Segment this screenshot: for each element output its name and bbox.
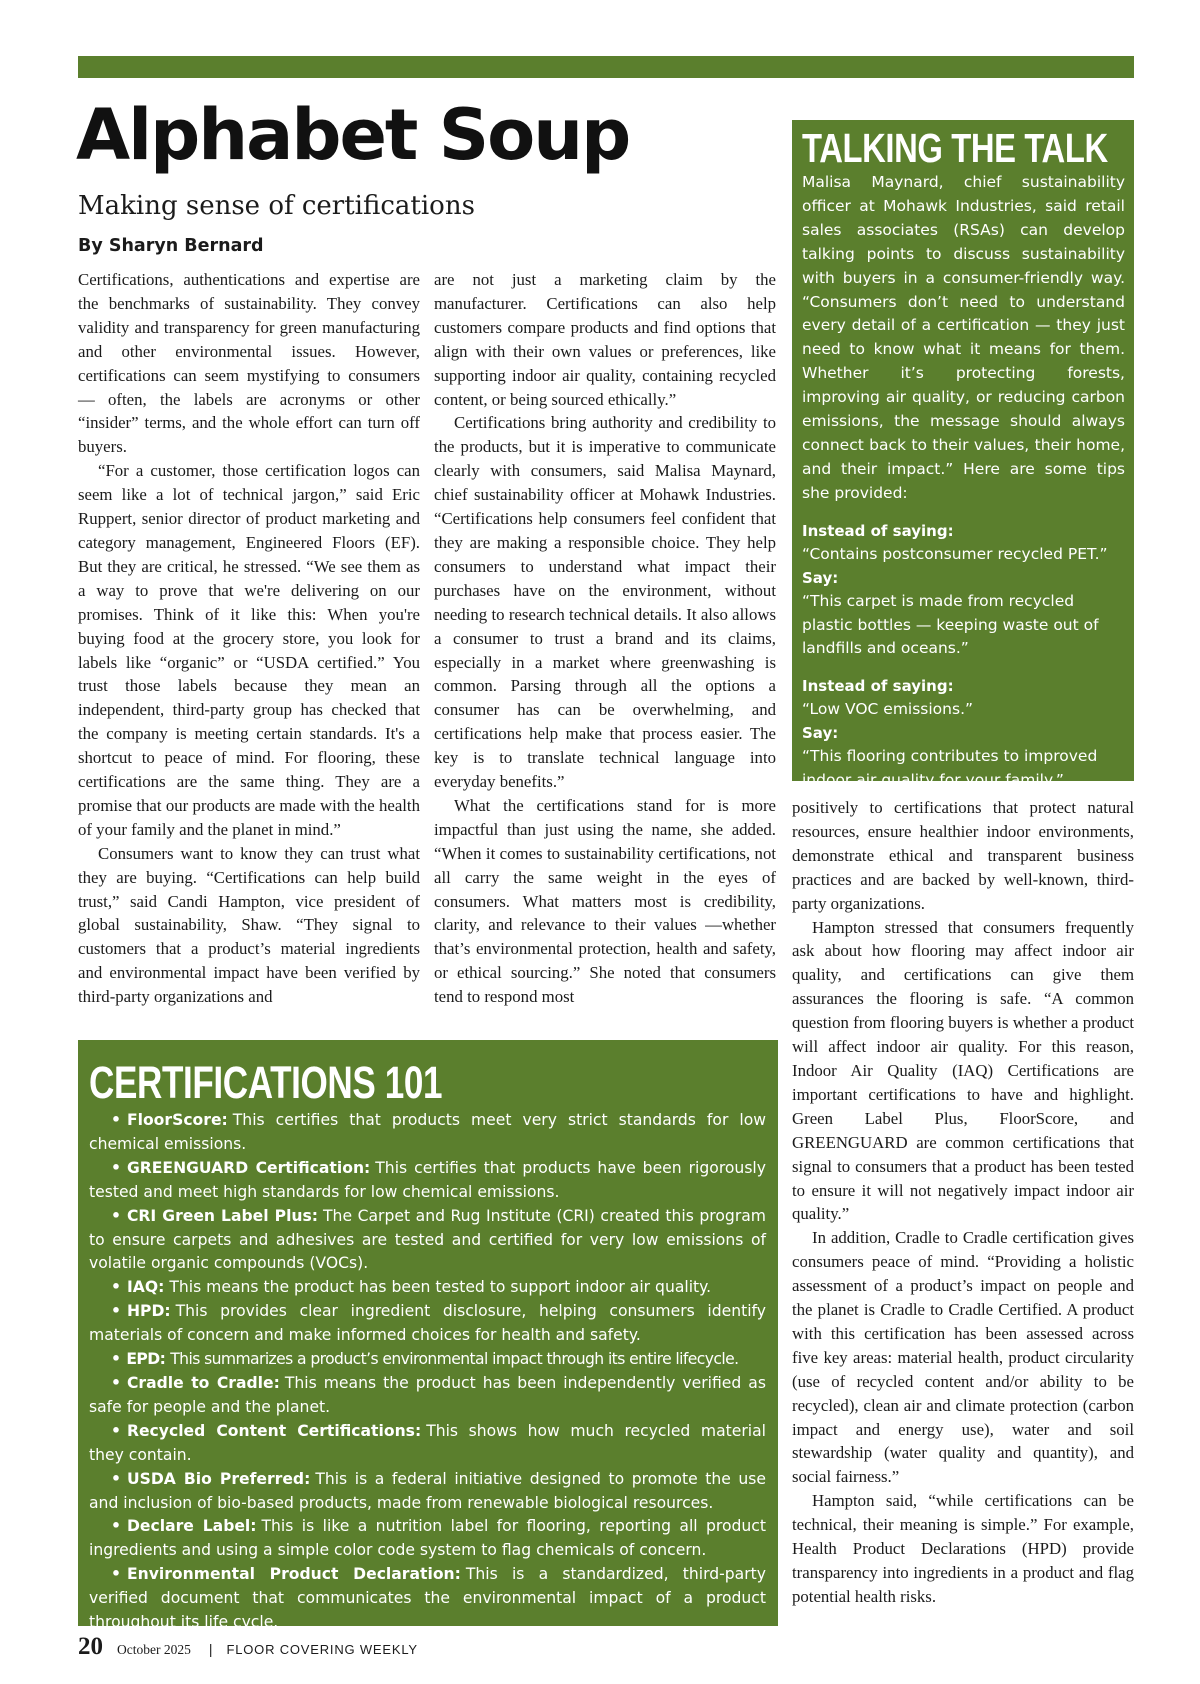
article-subtitle: Making sense of certifications xyxy=(78,191,475,221)
article-column-2 xyxy=(434,268,776,1009)
bullet-icon: • xyxy=(111,1206,121,1225)
certification-item xyxy=(89,1157,766,1205)
bullet-icon: • xyxy=(111,1158,121,1177)
certification-description: This certifies that products have been rigorously tested and meet high standards for low chemical emissions. xyxy=(89,1158,766,1201)
certification-term: Cradle to Cradle: xyxy=(126,1373,280,1392)
certification-description: This provides clear ingredient disclosure, helping consumers identify materials of concern and make informed choices for health and safety. xyxy=(89,1302,766,1345)
paragraph: Consumers want to know they can trust what they are buying. “Certifications can help build trust,” said Candi Hampton, vice president of global sustainability, Shaw. “They signal to customers that a product’s material ingredients and environmental impact have been verified by third-party organizations and xyxy=(78,843,420,1007)
certification-term: CRI Green Label Plus: xyxy=(126,1206,319,1225)
paragraph: What the certifications stand for is more impactful than just using the name, she added. “When it comes to sustainability certifications, not all carry the same weight in the eyes of consumers. What matters most is credibility, clarity, and relevance to their values —whether that’s environmental protection, health and safety, or ethical sourcing.” She noted that consumers tend to respond most xyxy=(434,795,776,1007)
certification-item xyxy=(89,1109,766,1157)
tip-say-label: Say: xyxy=(802,568,839,587)
publication-name: FLOOR COVERING WEEKLY xyxy=(226,1642,418,1657)
certification-term: IAQ: xyxy=(126,1278,165,1297)
bullet-icon: • xyxy=(111,1111,121,1129)
paragraph: Certifications bring authority and credibility to the products, but it is imperative to communicate clearly with consumers, said Malisa Maynard, chief sustainability officer at Mohawk Industries. “Certifications help consumers feel confident that they are making a responsible choice. They help consumers to understand what impact their purchases have on the environment, without needing to research technical details. It also allows a consumer to trust a brand and its claims, especially in a market where greenwashing is common. Parsing through all the options a consumer has can be overwhelming, and certifications help make that process easier. The key is to translate technical language into everyday benefits.” xyxy=(434,413,776,792)
header-accent-bar xyxy=(78,56,1134,78)
certification-term: FloorScore: xyxy=(126,1111,228,1129)
bullet-icon: • xyxy=(111,1517,121,1536)
tip xyxy=(802,675,1125,793)
page-footer xyxy=(78,1633,418,1661)
certification-item xyxy=(89,1468,766,1516)
tip-instead-label: Instead of saying: xyxy=(802,676,954,695)
tip-say-label: Say: xyxy=(802,723,839,742)
certification-list xyxy=(89,1109,766,1635)
certification-item xyxy=(89,1348,766,1372)
talking-the-talk-sidebar xyxy=(792,120,1134,789)
certification-description: The Carpet and Rug Institute (CRI) created this program to ensure carpets and adhesives are tested and certified for very low emissions of volatile organic compounds (VOCs). xyxy=(89,1206,766,1273)
bullet-icon: • xyxy=(111,1302,121,1321)
paragraph: Hampton stressed that consumers frequently ask about how flooring may affect indoor air quality, and certifications can give them assurances the flooring is safe. “A common question from flooring buyers is whether a product will affect indoor air quality. For this reason, Indoor Air Quality (IAQ) Certifications are important certifications to have and highlight. Green Label Plus, FloorScore, and GREENGUARD are common certifications that signal to consumers that a product has been tested to ensure it will not negatively impact indoor air quality.” xyxy=(792,917,1134,1224)
certification-description: This summarizes a product’s environmental impact through its entire lifecycle. xyxy=(170,1350,739,1369)
paragraph: positively to certifications that protect natural resources, ensure healthier indoor environments, demonstrate ethical and transparent business practices and are backed by well-known, third-party organizations. xyxy=(792,798,1134,913)
certification-term: Recycled Content Certifications: xyxy=(126,1421,422,1440)
tip-say-text: “This carpet is made from recycled plastic bottles — keeping waste out of landfills and oceans.” xyxy=(802,592,1099,658)
bullet-icon: • xyxy=(111,1350,121,1369)
tip-instead-label: Instead of saying: xyxy=(802,521,954,540)
certification-term: USDA Bio Preferred: xyxy=(126,1469,311,1488)
certification-term: EPD: xyxy=(126,1350,166,1369)
footer-separator: | xyxy=(208,1641,213,1657)
tip-instead-text: “Contains postconsumer recycled PET.” xyxy=(802,545,1108,564)
article-column-1 xyxy=(78,268,420,1009)
certification-description: This means the product has been independently verified as safe for people and the planet. xyxy=(89,1373,766,1416)
article-column-3 xyxy=(792,796,1134,1609)
article-title: Alphabet Soup xyxy=(76,94,630,176)
paragraph: In addition, Cradle to Cradle certification gives consumers peace of mind. “Providing a holistic assessment of a product’s impact on people and the planet is Cradle to Cradle Certified. A product with this certification has been assessed across five key areas: material health, product circularity (use of recycled content and/or ability to be recycled), clean air and climate protection (carbon impact and energy use), water and soil stewardship (water quality and quantity), and social fairness.” xyxy=(792,1228,1134,1487)
certification-term: HPD: xyxy=(126,1302,171,1321)
certification-term: GREENGUARD Certification: xyxy=(126,1158,371,1177)
bullet-icon: • xyxy=(111,1565,121,1584)
certification-description: This is a standardized, third-party verified document that communicates the environmental impact of a product throughout its life cycle. xyxy=(89,1565,766,1632)
paragraph: Hampton said, “while certifications can be technical, their meaning is simple.” For example, Health Product Declarations (HPD) provide transparency into ingredients in a product and flag potential health risks. xyxy=(792,1491,1134,1606)
sidebar-title: TALKING THE TALK xyxy=(802,125,1108,171)
bullet-icon: • xyxy=(111,1421,121,1440)
bullet-icon: • xyxy=(111,1278,121,1297)
certification-item xyxy=(89,1420,766,1468)
sidebar-intro: Malisa Maynard, chief sustainability officer at Mohawk Industries, said retail sales associates (RSAs) can develop talking points to discuss sustainability with buyers in a consumer-friendly way. “Consumers don’t need to understand every detail of a certification — they just need to know what it means for them. Whether it’s protecting forests, improving air quality, or reducing carbon emissions, the message should always connect back to their values, their home, and their impact.” Here are some tips she provided: xyxy=(802,173,1125,502)
sidebar-title: CERTIFICATIONS 101 xyxy=(89,1057,443,1108)
certification-item xyxy=(89,1372,766,1420)
certification-description: This is like a nutrition label for flooring, reporting all product ingredients and using a simple color code system to flag chemicals of concern. xyxy=(89,1517,766,1560)
certification-item xyxy=(89,1515,766,1563)
certification-term: Declare Label: xyxy=(126,1517,257,1536)
certification-description: This means the product has been tested to support indoor air quality. xyxy=(169,1278,712,1297)
certification-item xyxy=(89,1205,766,1277)
certification-description: This is a federal initiative designed to promote the use and inclusion of bio-based products, made from renewable biological resources. xyxy=(89,1469,766,1512)
bullet-icon: • xyxy=(111,1373,121,1392)
certification-description: This shows how much recycled material they contain. xyxy=(89,1421,766,1464)
paragraph: are not just a marketing claim by the manufacturer. Certifications can also help customers compare products and find options that align with their own values or preferences, like supporting indoor air quality, containing recycled content, or being sourced ethically.” xyxy=(434,270,776,409)
article-byline: By Sharyn Bernard xyxy=(78,236,264,256)
tip xyxy=(802,520,1125,661)
certification-item xyxy=(89,1563,766,1635)
bullet-icon: • xyxy=(111,1469,121,1488)
tip-say-text: “This flooring contributes to improved indoor air quality for your family.” xyxy=(802,747,1098,789)
issue-date: October 2025 xyxy=(117,1642,191,1657)
certification-item xyxy=(89,1276,766,1300)
certification-term: Environmental Product Declaration: xyxy=(126,1565,461,1584)
paragraph: Certifications, authentications and expertise are the benchmarks of sustainability. They convey validity and transparency for green manufacturing and other environmental issues. However, certifications can seem mystifying to consumers — often, the labels are acronyms or other “insider” terms, and the whole effort can turn off buyers. xyxy=(78,270,420,457)
certifications-101-sidebar xyxy=(78,1040,778,1632)
certification-description: This certifies that products meet very strict standards for low chemical emissions. xyxy=(89,1111,766,1153)
tip-instead-text: “Low VOC emissions.” xyxy=(802,700,974,719)
paragraph: “For a customer, those certification logos can seem like a lot of technical jargon,” said Eric Ruppert, senior director of product marketing and category management, Engineered Floors (EF). But they are critical, he stressed. “We see them as a way to prove that we're delivering on our promises. Think of it like this: When you're buying food at the grocery store, you look for labels like “organic” or “USDA certified.” You trust those labels because they mean an independent, third-party group has checked that the company is meeting certain standards. It's a shortcut to peace of mind. For flooring, these certifications are the same thing. They are a promise that our products are made with the health of your family and the planet in mind.” xyxy=(78,461,420,839)
certification-item xyxy=(89,1300,766,1348)
page-number: 20 xyxy=(78,1633,103,1660)
